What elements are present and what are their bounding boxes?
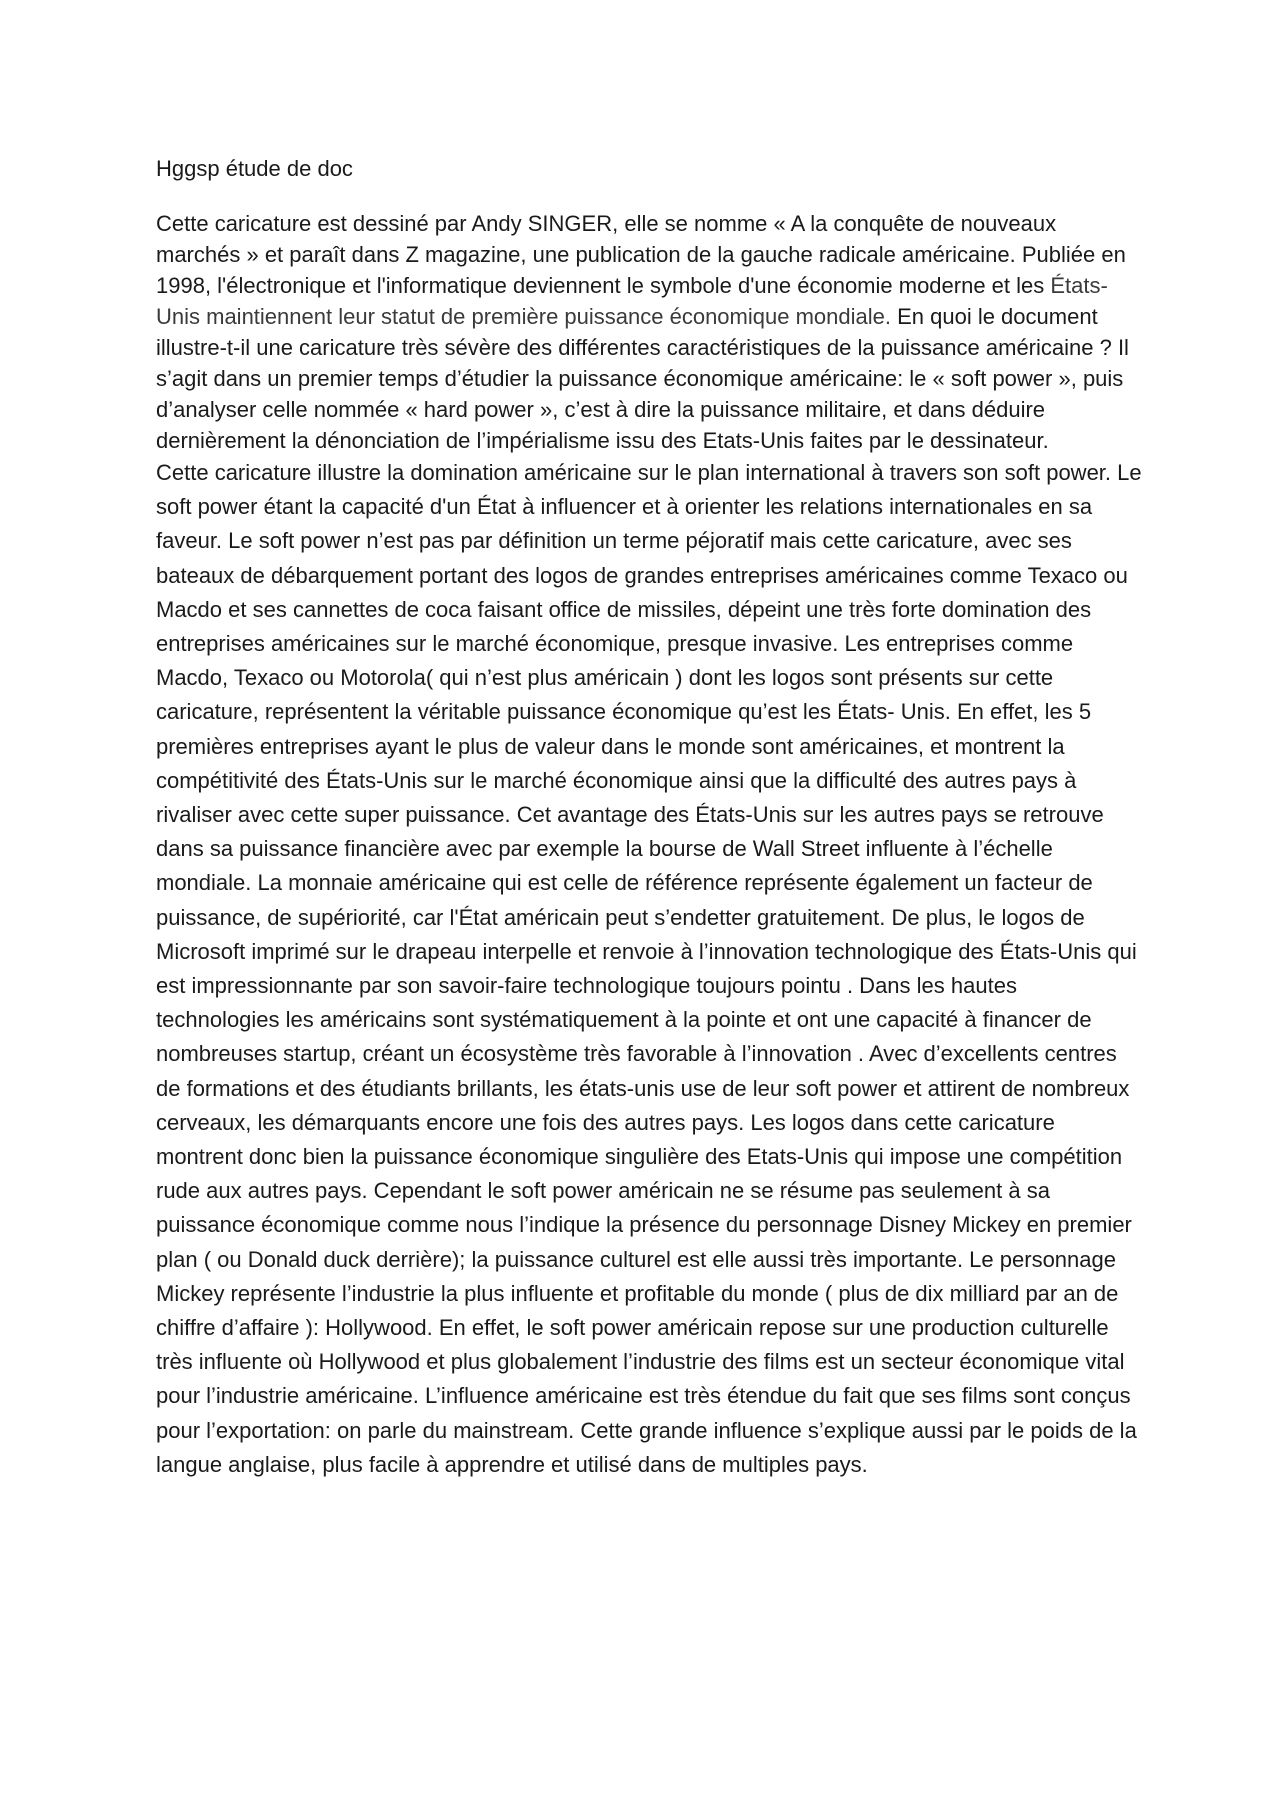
body-paragraph: Cette caricature illustre la domination américaine sur le plan international à travers son soft power. Le soft power étant la capacité d'un État à influencer et à orienter les relations internationales en sa faveur. Le soft power n’est pas par définition un terme péjoratif mais cette caricature, avec ses bateaux de débarquement portant des logos de grandes entreprises américaines comme Texaco ou Macdo et ses cannettes de coca faisant office de missiles, dépeint une très forte domination des entreprises américaines sur le marché économique, presque invasive. Les entreprises comme Macdo, Texaco ou Motorola( qui n’est plus américain ) dont les logos sont présents sur cette caricature, représentent la véritable puissance économique qu’est les États- Unis. En effet, les 5 premières entreprises ayant le plus de valeur dans le monde sont américaines, et montrent la compétitivité des États-Unis sur le marché économique ainsi que la difficulté des autres pays à rivaliser avec cette super puissance. Cet avantage des États-Unis sur les autres pays se retrouve dans sa puissance financière avec par exemple la bourse de Wall Street influente à l’échelle mondiale. La monnaie américaine qui est celle de référence représente également un facteur de puissance, de supériorité, car l'État américain peut s’endetter gratuitement. De plus, le logos de Microsoft imprimé sur le drapeau interpelle et renvoie à l’innovation technologique des États-Unis qui est impressionnante par son savoir-faire technologique toujours pointu . Dans les hautes technologies les américains sont systématiquement à la pointe et ont une capacité à financer de nombreuses startup, créant un écosystème très favorable à l’innovation . Avec d’excellents centres de formations et des étudiants brillants, les états-unis use de leur soft power et attirent de nombreux cerveaux, les démarquants encore une fois des autres pays. Les logos dans cette caricature montrent donc bien la puissance économique singulière des Etats-Unis qui impose une compétition rude aux autres pays. Cependant le soft power américain ne se résume pas seulement à sa puissance économique comme nous l’indique la présence du personnage Disney Mickey en premier plan ( ou Donald duck derrière); la puissance culturel est elle aussi très importante. Le personnage Mickey représente l’industrie la plus influente et profitable du monde ( plus de dix milliard par an de chiffre d’affaire ): Hollywood. En effet, le soft power américain repose sur une production culturelle très influente où Hollywood et plus globalement l’industrie des films est un secteur économique vital pour l’industrie américaine. L’influence américaine est très étendue du fait que ses films sont conçus pour l’exportation: on parle du mainstream. Cette grande influence s’explique aussi par le poids de la langue anglaise, plus facile à apprendre et utilisé dans de multiples pays.	[156, 460, 1142, 1477]
intro-text-part2: États-Unis maintiennent leur statut de première puissance économique mondiale.	[156, 273, 1108, 329]
intro-paragraph	[156, 208, 1146, 456]
document-title: Hggsp étude de doc	[156, 156, 353, 181]
intro-text-part1: Cette caricature est dessiné par Andy SINGER, elle se nomme « A la conquête de nouveaux marchés » et paraît dans Z magazine, une publication de la gauche radicale américaine. Publiée en 1998, l'électronique et l'informatique deviennent le symbole d'une économie moderne et les	[156, 211, 1126, 298]
intro-text-part3: En quoi le document illustre-t-il une caricature très sévère des différentes caractéristiques de la puissance américaine ? Il s’agit dans un premier temps d’étudier la puissance économique américaine: le « soft power », puis d’analyser celle nommée « hard power », c’est à dire la puissance militaire, et dans déduire dernièrement la dénonciation de l’impérialisme issu des Etats-Unis faites par le dessinateur.	[156, 304, 1129, 453]
document-content	[156, 152, 1146, 1482]
